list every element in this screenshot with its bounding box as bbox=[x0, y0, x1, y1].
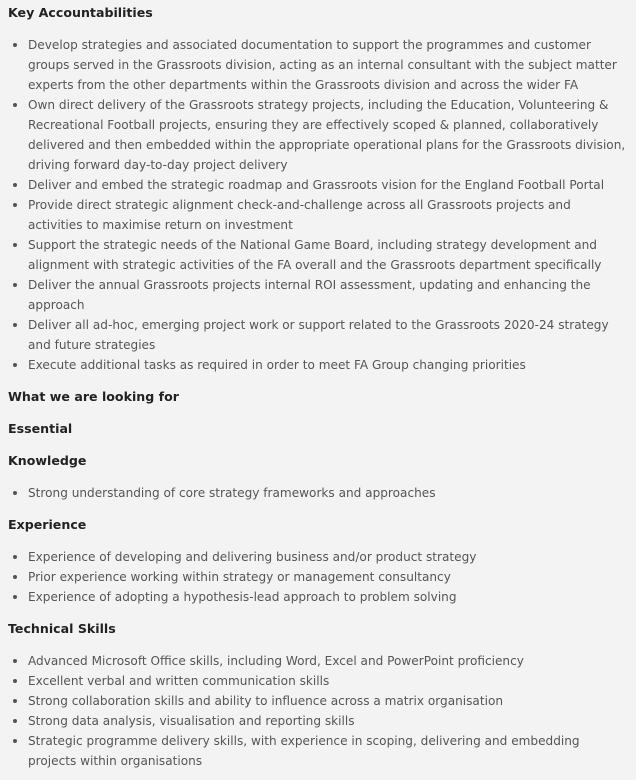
heading-technical-skills: Technical Skills bbox=[8, 621, 116, 636]
heading-key-accountabilities: Key Accountabilities bbox=[8, 5, 153, 20]
list-item: Execute additional tasks as required in order to meet FA Group changing priorities bbox=[8, 355, 628, 375]
list-experience bbox=[8, 547, 628, 607]
list-item: Provide direct strategic alignment check-and-challenge across all Grassroots projects and activities to maximise return on investment bbox=[8, 195, 628, 235]
heading-experience: Experience bbox=[8, 517, 87, 532]
bullet-icon bbox=[13, 183, 17, 187]
list-knowledge bbox=[8, 483, 628, 503]
bullet-icon bbox=[13, 659, 17, 663]
list-item: Strategic programme delivery skills, with experience in scoping, delivering and embedding projects within organisations bbox=[8, 731, 628, 771]
bullet-icon bbox=[13, 719, 17, 723]
list-item: Deliver and embed the strategic roadmap and Grassroots vision for the England Football Portal bbox=[8, 175, 628, 195]
bullet-icon bbox=[13, 363, 17, 367]
bullet-icon bbox=[13, 679, 17, 683]
bullet-icon bbox=[13, 491, 17, 495]
list-item: Advanced Microsoft Office skills, including Word, Excel and PowerPoint proficiency bbox=[8, 651, 628, 671]
bullet-icon bbox=[13, 283, 17, 287]
list-item: Strong data analysis, visualisation and reporting skills bbox=[8, 711, 628, 731]
list-technical-skills bbox=[8, 651, 628, 771]
bullet-icon bbox=[13, 203, 17, 207]
bullet-icon bbox=[13, 699, 17, 703]
bullet-icon bbox=[13, 43, 17, 47]
list-item: Deliver the annual Grassroots projects internal ROI assessment, updating and enhancing the approach bbox=[8, 275, 628, 315]
list-item: Excellent verbal and written communication skills bbox=[8, 671, 628, 691]
list-item: Own direct delivery of the Grassroots strategy projects, including the Education, Volunteering & Recreational Football projects, ensuring they are effectively scoped & planned, collaboratively delivered and then embedded within the appropriate operational plans for the Grassroots division, driving forward day-to-day project delivery bbox=[8, 95, 628, 175]
list-item: Deliver all ad-hoc, emerging project work or support related to the Grassroots 2020-24 strategy and future strategies bbox=[8, 315, 628, 355]
bullet-icon bbox=[13, 103, 17, 107]
list-item: Strong understanding of core strategy frameworks and approaches bbox=[8, 483, 628, 503]
bullet-icon bbox=[13, 243, 17, 247]
heading-knowledge: Knowledge bbox=[8, 453, 87, 468]
bullet-icon bbox=[13, 323, 17, 327]
bullet-icon bbox=[13, 575, 17, 579]
list-item: Develop strategies and associated documentation to support the programmes and customer groups served in the Grassroots division, acting as an internal consultant with the subject matter experts from the other departments within the Grassroots division and across the wider FA bbox=[8, 35, 628, 95]
bullet-icon bbox=[13, 739, 17, 743]
list-item: Support the strategic needs of the National Game Board, including strategy development and alignment with strategic activities of the FA overall and the Grassroots department specifically bbox=[8, 235, 628, 275]
list-item: Prior experience working within strategy or management consultancy bbox=[8, 567, 628, 587]
heading-looking-for: What we are looking for bbox=[8, 389, 179, 404]
list-item: Experience of developing and delivering business and/or product strategy bbox=[8, 547, 628, 567]
list-key-accountabilities bbox=[8, 35, 628, 375]
bullet-icon bbox=[13, 555, 17, 559]
heading-essential: Essential bbox=[8, 421, 73, 436]
list-item: Experience of adopting a hypothesis-lead approach to problem solving bbox=[8, 587, 628, 607]
list-item: Strong collaboration skills and ability to influence across a matrix organisation bbox=[8, 691, 628, 711]
bullet-icon bbox=[13, 595, 17, 599]
